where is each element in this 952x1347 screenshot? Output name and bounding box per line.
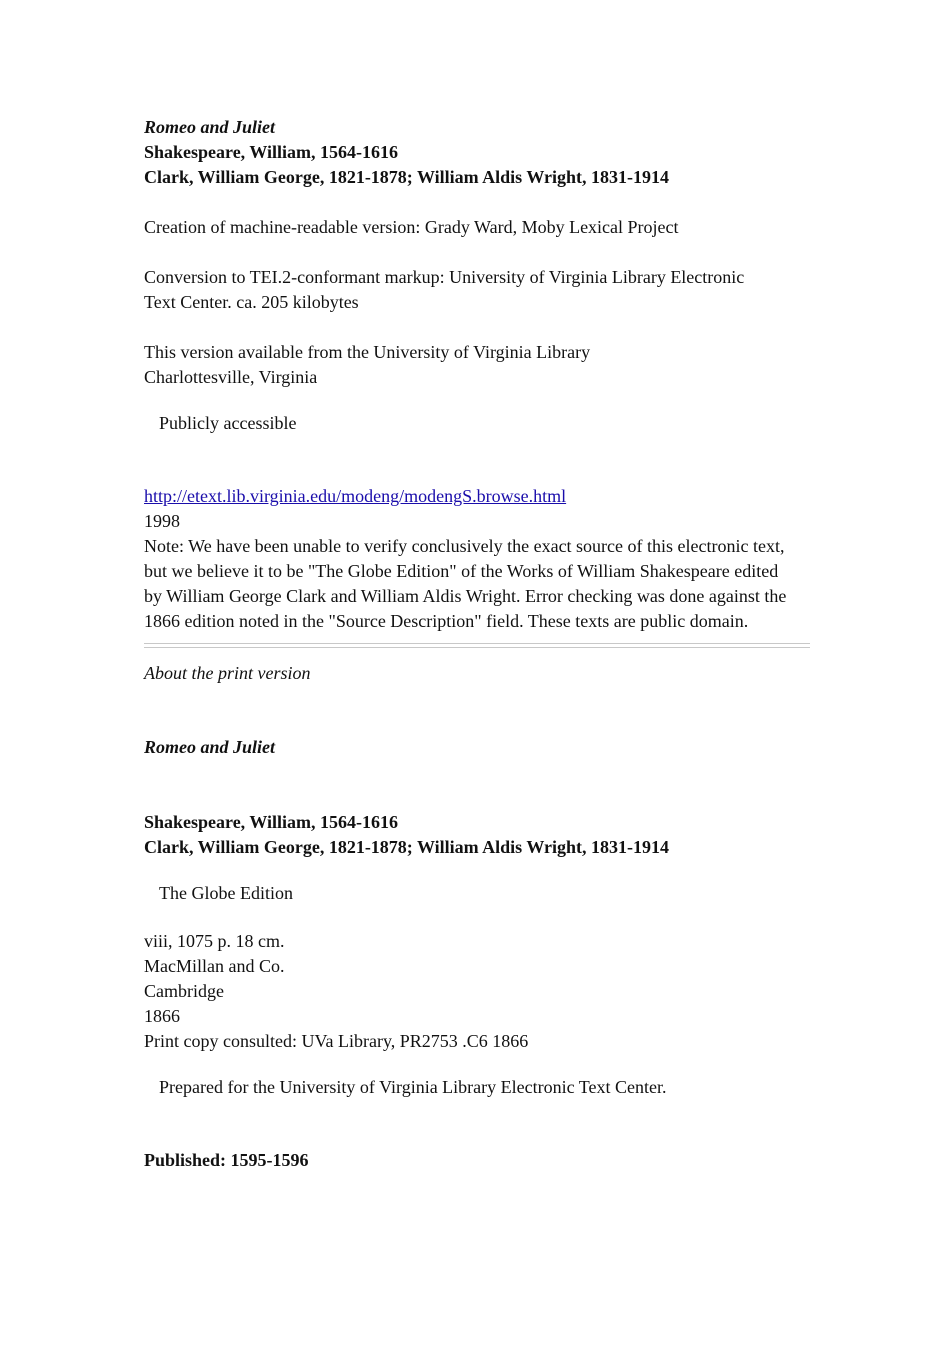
author-line: Shakespeare, William, 1564-1616 xyxy=(144,142,399,162)
print-copy-consulted: Print copy consulted: UVa Library, PR2753 .C6 1866 xyxy=(144,1031,529,1051)
access-status: Publicly accessible xyxy=(159,413,297,433)
electronic-year: 1998 xyxy=(144,511,180,531)
document-page xyxy=(144,115,810,1173)
prepared-statement: Prepared for the University of Virginia Library Electronic Text Center. xyxy=(159,1077,667,1097)
print-version-heading: About the print version xyxy=(144,663,311,683)
published-date: Published: 1595-1596 xyxy=(144,1150,309,1170)
document-title: Romeo and Juliet xyxy=(144,117,276,137)
conversion-statement-line1: Conversion to TEI.2-conformant markup: University of Virginia Library Electronic xyxy=(144,267,745,287)
publication-year: 1866 xyxy=(144,1006,180,1026)
source-note: Note: We have been unable to verify conclusively the exact source of this electronic text, but we believe it to be "The Globe Edition" of the Works of William Shakespeare edited by William George Clark and William Aldis Wright. Error checking was done against the 1866 edition noted in the "Source Description" field. These texts are public domain. xyxy=(144,536,787,631)
editors-line: Clark, William George, 1821-1878; William Aldis Wright, 1831-1914 xyxy=(144,167,670,187)
availability-line2: Charlottesville, Virginia xyxy=(144,367,318,387)
availability-line1: This version available from the University of Virginia Library xyxy=(144,342,591,362)
section-divider xyxy=(144,643,810,648)
edition-statement: The Globe Edition xyxy=(159,883,293,903)
source-url-link[interactable]: http://etext.lib.virginia.edu/modeng/modengS.browse.html xyxy=(144,486,567,506)
creation-statement: Creation of machine-readable version: Grady Ward, Moby Lexical Project xyxy=(144,217,679,237)
print-author-line: Shakespeare, William, 1564-1616 xyxy=(144,812,399,832)
publication-place: Cambridge xyxy=(144,981,224,1001)
print-title: Romeo and Juliet xyxy=(144,737,276,757)
physical-extent: viii, 1075 p. 18 cm. xyxy=(144,931,285,951)
print-editors-line: Clark, William George, 1821-1878; William Aldis Wright, 1831-1914 xyxy=(144,837,670,857)
conversion-statement-line2: Text Center. ca. 205 kilobytes xyxy=(144,292,359,312)
publisher: MacMillan and Co. xyxy=(144,956,285,976)
